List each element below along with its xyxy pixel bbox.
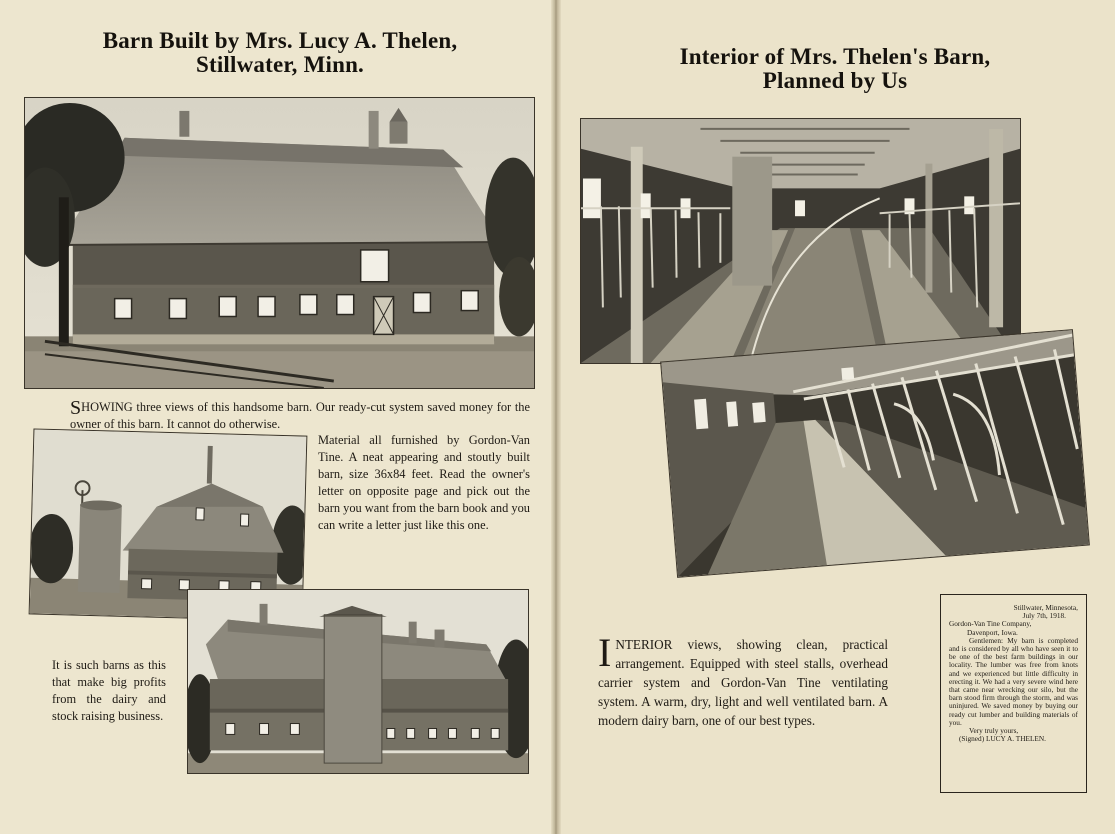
showing-paragraph xyxy=(70,399,530,433)
book-gutter xyxy=(551,0,561,834)
barn-interior-aisle-photo xyxy=(580,118,1021,364)
letter-place: Stillwater, Minnesota, xyxy=(1013,603,1078,612)
owner-letter-box xyxy=(940,594,1087,793)
left-title-line1: Barn Built by Mrs. Lucy A. Thelen, xyxy=(102,28,458,53)
showing-continued-paragraph: Material all furnished by Gordon-Van Tine. A neat appearing and stoutly built barn, size 36x84 feet. Read the owner's letter on opposite page and pick out the barn you want from the barn book and you can write a letter just like this one. xyxy=(318,433,530,532)
interior-paragraph xyxy=(598,630,888,730)
letter-city: Davenport, Iowa. xyxy=(967,627,1018,637)
barn-silo-photo xyxy=(187,589,529,774)
letter-body: Gentlemen: My barn is completed and is considered by all who have seen it to be one of the best farm buildings in our locality. The lumber was free from knots and we experienced but little difficulty in erecting it. We had a very severe wind here that came near wrecking our silo, but the barn stood firm through the storm, and was uninjured. We saved money by buying our ready cut lumber and building materials of you. xyxy=(949,635,1078,727)
left-page-title xyxy=(40,29,520,77)
letter-addressee: Gordon-Van Tine Company, xyxy=(949,619,1032,629)
right-title-line1: Interior of Mrs. Thelen's Barn, xyxy=(679,44,991,69)
letter-closing: Very truly yours, xyxy=(969,726,1019,736)
showing-drop-cap: S xyxy=(70,397,82,419)
letter-signature: (Signed) LUCY A. THELEN. xyxy=(959,734,1046,744)
showing-text: HOWING three views of this handsome barn. Our ready-cut system saved money for the owner of this barn. It cannot do otherwise. xyxy=(70,400,530,431)
side-caption: It is such barns as this that make big profits from the dairy and stock raising business. xyxy=(52,658,166,723)
left-title-line2: Stillwater, Minn. xyxy=(195,52,365,77)
right-page-title xyxy=(600,45,1070,93)
interior-drop-cap: I xyxy=(598,630,612,675)
interior-text: NTERIOR views, showing clean, practical arrangement. Equipped with steel stalls, overhead carrier system and Gordon-Van Tine ventilating system. A warm, dry, light and well ventilated barn. A modern dairy barn, one of our best types. xyxy=(598,637,888,728)
letter-date: July 7th, 1918. xyxy=(1022,611,1066,621)
barn-interior-stalls-photo xyxy=(660,329,1090,578)
right-title-line2: Planned by Us xyxy=(762,68,908,93)
barn-exterior-photo xyxy=(24,97,535,389)
